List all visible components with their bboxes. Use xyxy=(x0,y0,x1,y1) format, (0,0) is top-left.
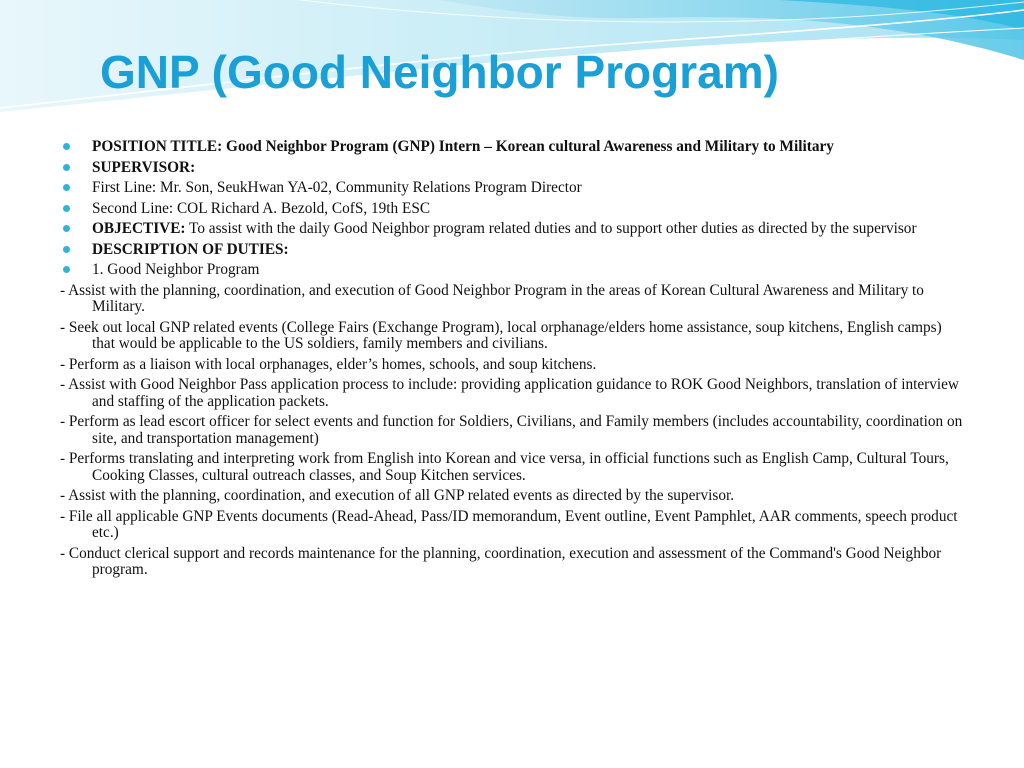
item-text: - Perform as a liaison with local orphanages, elder’s homes, schools, and soup kitchens. xyxy=(60,355,597,373)
item-label: POSITION TITLE: xyxy=(92,138,227,155)
item-label: SUPERVISOR: xyxy=(92,158,196,176)
bullet-item xyxy=(60,180,965,197)
item-text: - Assist with the planning, coordination, and execution of all GNP related events as directed by the supervisor. xyxy=(60,487,735,504)
bullet-dot-icon xyxy=(63,164,70,171)
duty-item xyxy=(60,546,965,579)
item-text: - File all applicable GNP Events documents (Read-Ahead, Pass/ID memorandum, Event outline, Event Pamphlet, AAR comments, speech product etc.) xyxy=(60,507,958,541)
item-text: - Seek out local GNP related events (College Fairs (Exchange Program), local orphanage/elders home assistance, soup kitchens, English camps) that would be applicable to the US soldiers, family members and civilians. xyxy=(60,318,942,352)
item-text: Good Neighbor Program (GNP) Intern – Korean cultural Awareness and Military to Military xyxy=(226,138,834,155)
duty-item xyxy=(60,357,965,374)
bullet-item xyxy=(60,201,965,218)
item-text: To assist with the daily Good Neighbor program related duties and to support other duties as directed by the supervisor xyxy=(185,220,917,237)
bullet-item xyxy=(60,221,965,238)
duty-item xyxy=(60,488,965,505)
bullet-dot-icon xyxy=(63,225,70,232)
duty-item xyxy=(60,509,965,542)
duty-item xyxy=(60,451,965,484)
bullet-dot-icon xyxy=(63,205,70,212)
duty-item xyxy=(60,414,965,447)
bullet-dot-icon xyxy=(63,184,70,191)
duty-item xyxy=(60,283,965,316)
bullet-item xyxy=(60,242,965,259)
item-text: First Line: Mr. Son, SeukHwan YA-02, Community Relations Program Director xyxy=(92,179,582,196)
item-text: - Perform as lead escort officer for select events and function for Soldiers, Civilians, and Family members (includes accountability, coordination on site, and transportation management) xyxy=(60,413,963,447)
duty-item xyxy=(60,377,965,410)
bullet-dot-icon xyxy=(63,143,70,150)
slide-title: GNP (Good Neighbor Program) xyxy=(100,46,779,98)
item-label: OBJECTIVE: xyxy=(92,220,186,237)
item-text: - Assist with Good Neighbor Pass application process to include: providing application guidance to ROK Good Neighbors, translation of interview and staffing of the application packets. xyxy=(60,376,959,410)
item-text: 1. Good Neighbor Program xyxy=(92,261,260,278)
item-label: DESCRIPTION OF DUTIES: xyxy=(92,240,289,258)
item-text: - Assist with the planning, coordination, and execution of Good Neighbor Program in the areas of Korean Cultural Awareness and Military to Military. xyxy=(60,281,924,315)
item-text: - Conduct clerical support and records maintenance for the planning, coordination, execution and assessment of the Command's Good Neighbor program. xyxy=(60,544,942,578)
bullet-item xyxy=(60,262,965,279)
item-text: - Performs translating and interpreting work from English into Korean and vice versa, in official functions such as English Camp, Cultural Tours, Cooking Classes, cultural outreach classes, and Soup Kitchen services. xyxy=(60,450,949,484)
bullet-item xyxy=(60,160,965,177)
item-text: Second Line: COL Richard A. Bezold, CofS, 19th ESC xyxy=(92,199,431,217)
bullet-dot-icon xyxy=(63,246,70,253)
duty-item xyxy=(60,320,965,353)
bullet-dot-icon xyxy=(63,266,70,273)
slide-body xyxy=(60,139,965,583)
bullet-item xyxy=(60,139,965,156)
